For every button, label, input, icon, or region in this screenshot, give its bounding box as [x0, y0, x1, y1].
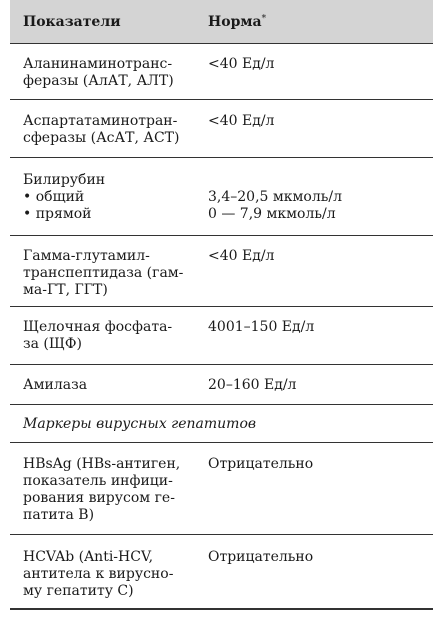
indicator-cell: HBsAg (HBs-антиген, показатель инфици- рования вирусом ге- патита В) — [10, 443, 197, 535]
section-row — [10, 405, 433, 443]
norm-cell: Отрицательно — [197, 535, 433, 609]
indicator-cell: Щелочная фосфата- за (ЩФ) — [10, 307, 197, 365]
norm-cell: 3,4–20,5 мкмоль/л 0 — 7,9 мкмоль/л — [197, 158, 433, 236]
norm-cell: <40 Ед/л — [197, 100, 433, 158]
header-norm: Норма* — [197, 0, 433, 44]
table-row — [10, 236, 433, 307]
indicator-cell: Аланинаминотранс- феразы (АлАТ, АЛТ) — [10, 44, 197, 100]
table-row — [10, 100, 433, 158]
header-indicator: Показатели — [10, 0, 197, 44]
table-row — [10, 443, 433, 535]
table-row — [10, 158, 433, 236]
section-title: Маркеры вирусных гепатитов — [10, 405, 433, 443]
table-row — [10, 307, 433, 365]
indicator-cell: Гамма-глутамил- транспептидаза (гам- ма-ГТ, ГГТ) — [10, 236, 197, 307]
table-row — [10, 365, 433, 405]
indicator-cell: Амилаза — [10, 365, 197, 405]
indicator-cell: HCVAb (Anti-HCV, антитела к вирусно- му гепатиту С) — [10, 535, 197, 609]
norm-cell: Отрицательно — [197, 443, 433, 535]
indicator-cell: Аспартатаминотран- сферазы (АсАТ, АСТ) — [10, 100, 197, 158]
lab-norms-table — [10, 0, 433, 610]
indicator-cell: Билирубин • общий • прямой — [10, 158, 197, 236]
table-row — [10, 535, 433, 609]
table-header-row — [10, 0, 433, 44]
norm-cell: <40 Ед/л — [197, 44, 433, 100]
table-row — [10, 44, 433, 100]
norm-cell: <40 Ед/л — [197, 236, 433, 307]
footnote-mark: * — [261, 13, 267, 24]
norm-cell: 4001–150 Ед/л — [197, 307, 433, 365]
norm-cell: 20–160 Ед/л — [197, 365, 433, 405]
